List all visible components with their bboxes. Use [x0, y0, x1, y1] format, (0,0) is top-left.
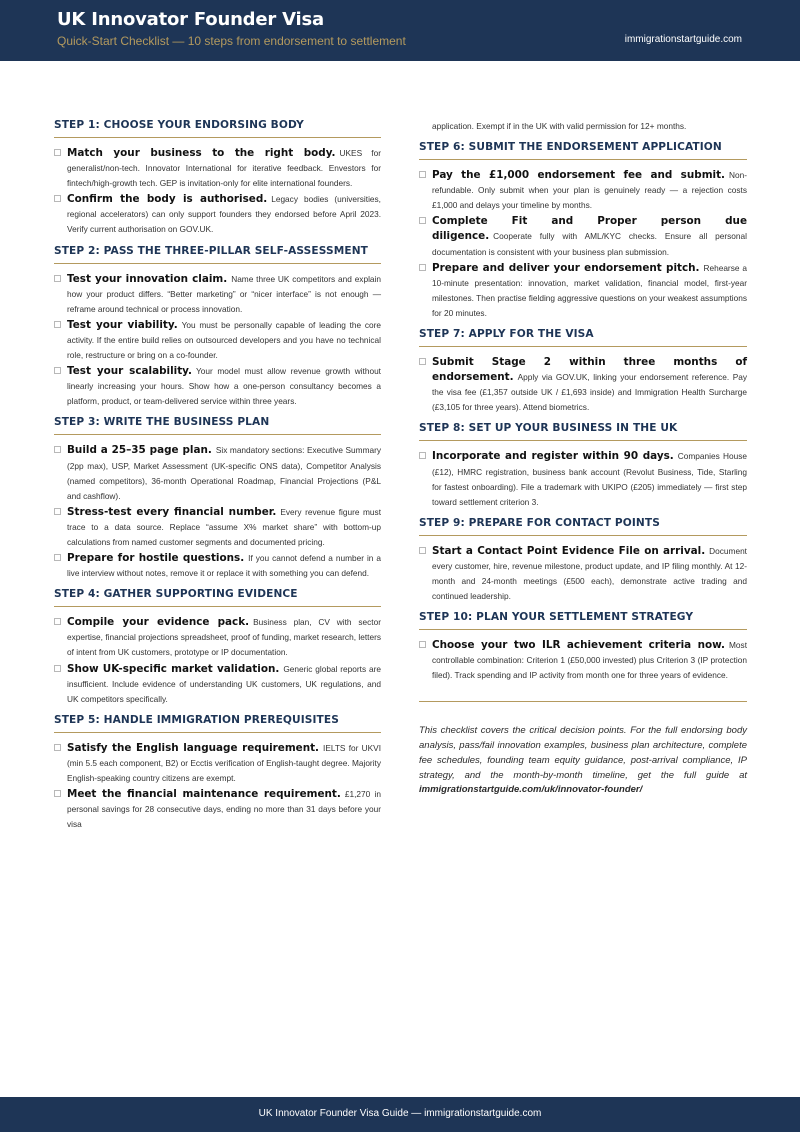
- checklist-item-text: Most controllable combination: Criterion 1 (£50,000 invested) plus Criterion 3 (IP protection filed). Track spending and IP activity from month one for three years of evidence.: [432, 640, 747, 681]
- checkbox-icon[interactable]: [54, 367, 61, 374]
- checklist-item: [54, 272, 381, 317]
- checkbox-icon[interactable]: [54, 790, 61, 797]
- step-heading: STEP 2: PASS THE THREE-PILLAR SELF-ASSESSMENT: [54, 245, 381, 264]
- checkbox-icon[interactable]: [419, 171, 426, 178]
- divider: [419, 701, 747, 702]
- checklist-item-text: Companies House (£12), HMRC registration, business bank account (Revolut Business, Tide, Starling for fastest onboarding). File a trademark with UKIPO (£205) immediately — first step toward settlement criterion 3.: [432, 451, 747, 507]
- guide-link[interactable]: immigrationstartguide.com/uk/innovator-founder/: [419, 784, 643, 796]
- step-heading: STEP 1: CHOOSE YOUR ENDORSING BODY: [54, 119, 381, 138]
- checklist-item: [54, 443, 381, 503]
- page-header: [0, 0, 800, 61]
- checklist-item: [419, 355, 747, 415]
- checklist-item-title: Stress-test every financial number.: [67, 505, 277, 518]
- checklist-item-text: £1,270 in personal savings for 28 consecutive days, ending no more than 31 days before your visa: [67, 789, 382, 830]
- checklist-item: [54, 551, 381, 581]
- checkbox-icon[interactable]: [54, 618, 61, 625]
- checklist-item-title: Meet the financial maintenance requirement.: [67, 788, 341, 801]
- checklist-item-text: Cooperate fully with AML/KYC checks. Ensure all personal documentation is consistent with your business plan submission.: [432, 231, 747, 257]
- checklist-item-text: Non-refundable. Only submit when your plan is genuinely ready — a rejection costs £1,000 and delays your timeline by months.: [432, 170, 747, 211]
- checklist-item: [54, 787, 381, 832]
- step-heading: STEP 8: SET UP YOUR BUSINESS IN THE UK: [419, 422, 747, 441]
- checklist-item-title: Test your viability.: [67, 318, 178, 331]
- checklist-item: [54, 146, 381, 191]
- checklist-item-title: Prepare for hostile questions.: [67, 552, 245, 565]
- checklist-item: [419, 449, 747, 509]
- checkbox-icon[interactable]: [419, 547, 426, 554]
- step-section-6: [419, 141, 747, 321]
- checklist-item-text: UKES for generalist/non-tech. Innovator International for iterative feedback. Envestors for fintech/high-growth tech. GEP is invitation-only for elite international founders.: [67, 148, 381, 189]
- checklist-item: [54, 505, 381, 550]
- step-section-10: [419, 611, 747, 683]
- checkbox-icon[interactable]: [54, 665, 61, 672]
- checklist-item-title: Incorporate and register within 90 days.: [432, 450, 674, 463]
- checklist-item: [419, 168, 747, 213]
- checklist-item-text: Business plan, CV with sector expertise, financial projections spreadsheet, proof of funding, market research, letters of intent from UK customers, prototype or IP documentation.: [67, 617, 381, 658]
- checklist-item-title: Start a Contact Point Evidence File on arrival.: [432, 544, 706, 557]
- closing-note-text: This checklist covers the critical decision points. For the full endorsing body analysis, pass/fail innovation examples, business plan architecture, complete fee schedules, founding team equity guidance, post-arrival compliance, IP strategy, and the month-by-month timeline, get the full guide at: [419, 725, 747, 781]
- checkbox-icon[interactable]: [54, 149, 61, 156]
- checklist-item-text: Name three UK competitors and explain how your product differs. “Better marketing” or “nicer interface” is not enough — reframe around technical or process innovation.: [67, 273, 381, 314]
- checklist-item-title: Build a 25–35 page plan.: [67, 444, 212, 457]
- step-heading: STEP 10: PLAN YOUR SETTLEMENT STRATEGY: [419, 611, 747, 630]
- checklist-item: [54, 364, 381, 409]
- checklist-item: [419, 544, 747, 604]
- step-5-item-continuation: application. Exempt if in the UK with valid permission for 12+ months.: [432, 121, 687, 131]
- checkbox-icon[interactable]: [419, 641, 426, 648]
- checklist-item-text: Rehearse a 10-minute presentation: innovation, market validation, financial model, first-year milestones. Then practise fielding aggressive questions on your weakest assumptions for 20 minutes.: [432, 262, 747, 318]
- checklist-item: [54, 741, 381, 786]
- step-section-5: [54, 714, 381, 833]
- checkbox-icon[interactable]: [419, 452, 426, 459]
- checkbox-icon[interactable]: [419, 217, 426, 224]
- step-heading: STEP 4: GATHER SUPPORTING EVIDENCE: [54, 588, 381, 607]
- step-section-1: [54, 119, 381, 238]
- checklist-item: [54, 318, 381, 363]
- checklist-item: [54, 192, 381, 237]
- checklist-item-title: Show UK-specific market validation.: [67, 662, 280, 675]
- step-heading: STEP 6: SUBMIT THE ENDORSEMENT APPLICATION: [419, 141, 747, 160]
- checklist-item-title: Pay the £1,000 endorsement fee and submit.: [432, 169, 726, 182]
- checklist-item-text: Every revenue figure must trace to a data source. Replace “assume X% market share” with bottom-up calculations from named customer segments and documented pricing.: [67, 506, 381, 547]
- checklist-item-text: Document every customer, hire, revenue milestone, product update, and IP filing monthly. At 12-month and 24-month meetings (£500 each), demonstrate active trading and continued leadership.: [432, 545, 747, 602]
- checklist-item-title: Satisfy the English language requirement.: [67, 741, 320, 754]
- checklist-item-title: Confirm the body is authorised.: [67, 193, 268, 206]
- checklist-item-text: If you cannot defend a number in a live interview without notes, remove it or replace it with something you can defend.: [67, 553, 382, 579]
- checklist-item-title: Submit Stage 2 within three months of endorsement.: [432, 356, 747, 384]
- checklist-item-title: Choose your two ILR achievement criteria now.: [432, 639, 726, 652]
- checkbox-icon[interactable]: [54, 446, 61, 453]
- step-heading: STEP 7: APPLY FOR THE VISA: [419, 328, 747, 347]
- checklist-item-text: Six mandatory sections: Executive Summary (2pp max), USP, Market Assessment (UK-specific ONS data), Competitor Analysis (named competitors), 36-month Operational Roadmap, Financial Projections (P&L and cashflow).: [67, 445, 382, 501]
- checkbox-icon[interactable]: [419, 264, 426, 271]
- checklist-item-text: IELTS for UKVI (min 5.5 each component, B2) or Ecctis verification of English-taught degree. Majority English-speaking country citizens are exempt.: [67, 742, 381, 783]
- step-section-8: [419, 422, 747, 509]
- document-subtitle: Quick-Start Checklist — 10 steps from endorsement to settlement: [57, 34, 406, 48]
- checklist-item-text: Apply via GOV.UK, linking your endorsement reference. Pay the visa fee (£1,357 outside UK / £1,693 inside) and Immigration Health Surcharge (£3,105 for three years). Attend biometrics.: [432, 372, 747, 413]
- step-section-2: [54, 245, 381, 410]
- checklist-item-text: You must be personally capable of leading the core activity. If the entire build relies on outsourced developers and you have no technical role, restructure or bring on a co-founder.: [67, 319, 382, 361]
- right-column: [419, 119, 747, 798]
- step-heading: STEP 3: WRITE THE BUSINESS PLAN: [54, 416, 381, 435]
- step-section-3: [54, 416, 381, 581]
- checklist-item: [419, 214, 747, 259]
- header-site-url[interactable]: immigrationstartguide.com: [624, 34, 742, 45]
- document-title: UK Innovator Founder Visa: [57, 9, 324, 30]
- checkbox-icon[interactable]: [54, 321, 61, 328]
- checklist-item-title: Prepare and deliver your endorsement pitch.: [432, 261, 700, 274]
- step-heading: STEP 9: PREPARE FOR CONTACT POINTS: [419, 517, 747, 536]
- checklist-item: [419, 638, 747, 683]
- closing-note: [419, 724, 747, 798]
- checklist-item: [54, 662, 381, 707]
- checkbox-icon[interactable]: [54, 275, 61, 282]
- step-section-9: [419, 517, 747, 604]
- checkbox-icon[interactable]: [54, 195, 61, 202]
- checklist-item-text: Legacy bodies (universities, regional accelerators) can only support founders they endorsed before April 2023. Verify current authorisation on GOV.UK.: [67, 194, 381, 235]
- checklist-item-title: Compile your evidence pack.: [67, 616, 250, 629]
- page-footer: UK Innovator Founder Visa Guide — immigrationstartguide.com: [0, 1097, 800, 1132]
- checklist-item-text: Your model must allow revenue growth without linearly increasing your hours. Show how a one-person consultancy becomes a platform, product, or team-delivered service within three years.: [67, 366, 381, 407]
- left-column: [54, 112, 381, 833]
- step-heading: STEP 5: HANDLE IMMIGRATION PREREQUISITES: [54, 714, 381, 733]
- step-section-7: [419, 328, 747, 415]
- checklist-item-text: Generic global reports are insufficient. Include evidence of understanding UK customers, UK regulations, and UK competitors specifically.: [67, 663, 381, 704]
- checkbox-icon[interactable]: [54, 744, 61, 751]
- checklist-item-title: Test your innovation claim.: [67, 272, 228, 285]
- checkbox-icon[interactable]: [54, 508, 61, 515]
- step-section-4: [54, 588, 381, 707]
- checklist-item-title: Match your business to the right body.: [67, 147, 336, 159]
- checkbox-icon[interactable]: [54, 554, 61, 561]
- checklist-item-title: Test your scalability.: [67, 365, 192, 378]
- checklist-item-title: Complete Fit and Proper person due diligence.: [432, 215, 747, 243]
- checklist-item: [54, 615, 381, 660]
- checkbox-icon[interactable]: [419, 358, 426, 365]
- checklist-item: [419, 261, 747, 321]
